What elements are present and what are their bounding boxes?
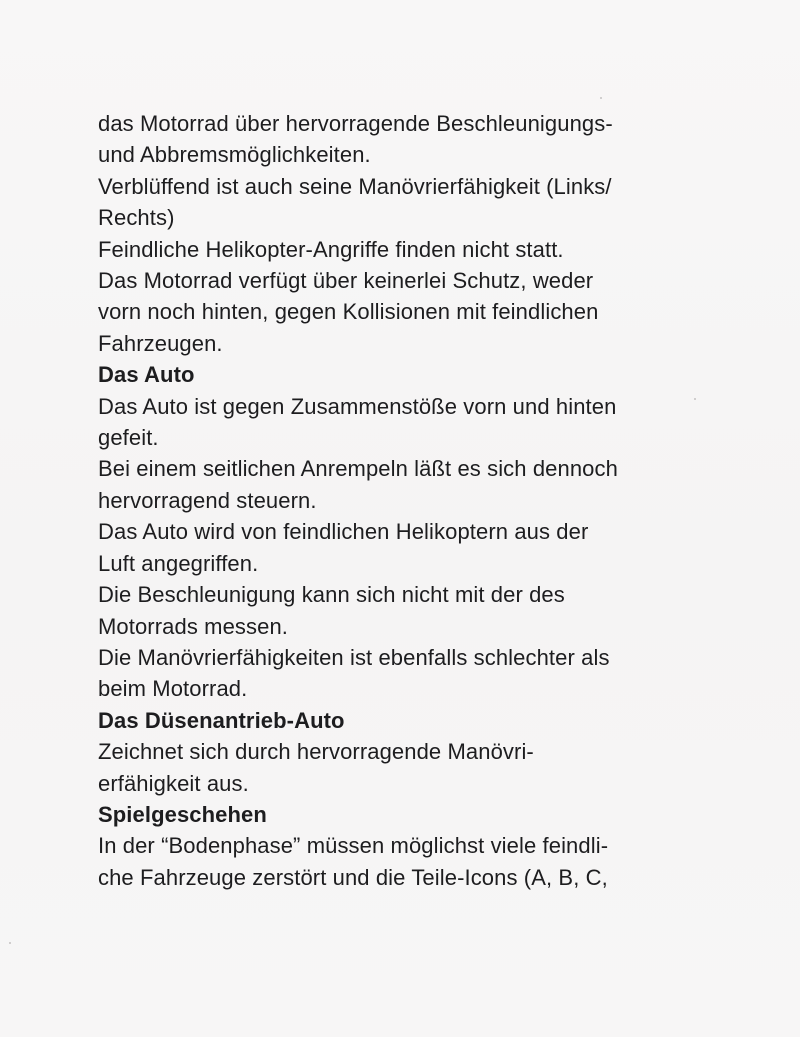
text-line: Bei einem seitlichen Anrempeln läßt es sich dennoch [98, 456, 618, 482]
text-line: Das Auto ist gegen Zusammenstöße vorn und hinten [98, 393, 617, 419]
text-line: Zeichnet sich durch hervorragende Manövri- [98, 739, 534, 765]
text-line: und Abbremsmöglichkeiten. [98, 142, 371, 168]
paper-speck [9, 942, 11, 944]
text-line: Feindliche Helikopter-Angriffe finden nicht statt. [98, 236, 564, 262]
text-line: Die Manövrierfähigkeiten ist ebenfalls schlechter als [98, 644, 610, 670]
text-line: hervorragend steuern. [98, 487, 317, 513]
text-line: Das Auto wird von feindlichen Helikoptern aus der [98, 519, 589, 545]
text-line: Das Motorrad verfügt über keinerlei Schutz, weder [98, 268, 594, 294]
text-line: erfähigkeit aus. [98, 770, 249, 796]
text-line: Fahrzeugen. [98, 330, 223, 356]
text-line: das Motorrad über hervorragende Beschleunigungs- [98, 111, 613, 136]
text-line: Die Beschleunigung kann sich nicht mit der des [98, 582, 565, 608]
section-heading-auto: Das Auto [98, 362, 195, 388]
text-line: In der “Bodenphase” müssen möglichst viele feindli- [98, 833, 609, 859]
text-line: Motorrads messen. [98, 613, 288, 639]
section-heading-spielgeschehen: Spielgeschehen [98, 801, 267, 827]
text-line: Verblüffend ist auch seine Manövrierfähigkeit (Links/ [98, 173, 612, 199]
paper-speck [600, 97, 602, 99]
text-line: gefeit. [98, 425, 159, 451]
body-text [98, 108, 738, 893]
text-line: Luft angegriffen. [98, 550, 259, 576]
text-line: vorn noch hinten, gegen Kollisionen mit feindlichen [98, 299, 599, 325]
text-line: Rechts) [98, 205, 175, 231]
text-line: beim Motorrad. [98, 676, 248, 702]
text-line: che Fahrzeuge zerstört und die Teile-Icons (A, B, C, [98, 864, 608, 890]
section-heading-duesenantrieb-auto: Das Düsenantrieb-Auto [98, 707, 345, 733]
